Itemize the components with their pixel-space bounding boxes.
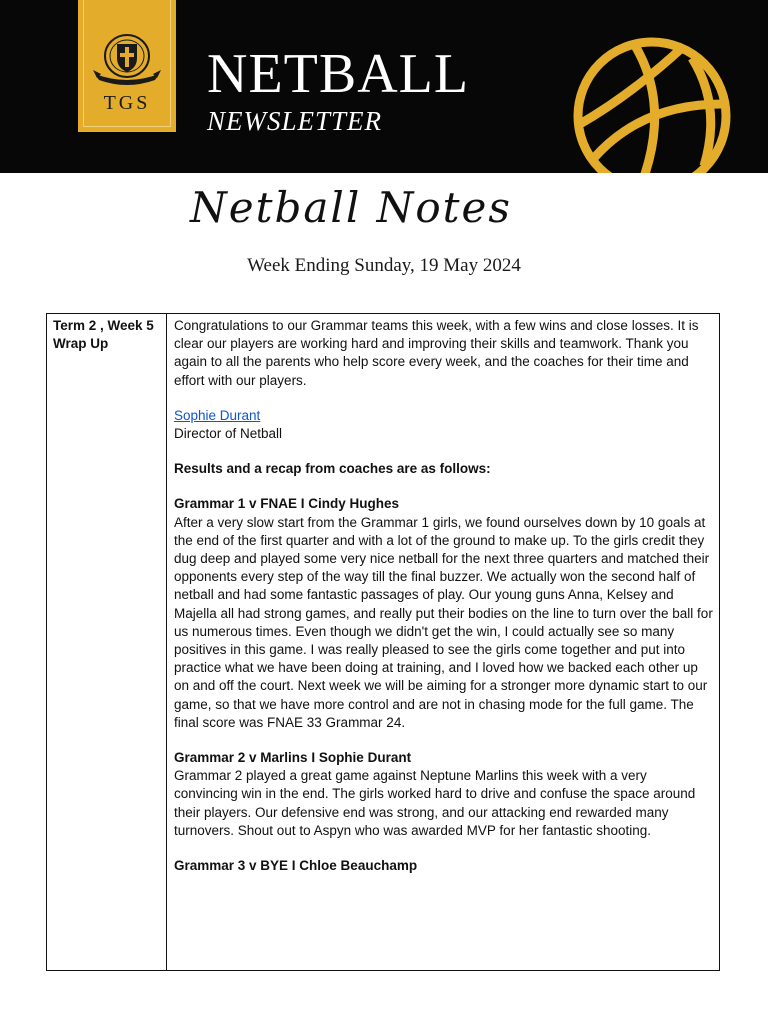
row-label: Term 2 , Week 5 Wrap Up	[53, 318, 154, 351]
results-heading: Results and a recap from coaches are as follows:	[174, 461, 491, 477]
newsletter-title: NETBALL	[207, 43, 470, 105]
week-ending-date: Week Ending Sunday, 19 May 2024	[247, 255, 521, 276]
netball-notes-heading	[190, 183, 590, 233]
school-crest-icon	[91, 30, 163, 90]
match-1-heading: Grammar 1 v FNAE I Cindy Hughes	[174, 496, 400, 512]
match-1-recap: After a very slow start from the Grammar 1 girls, we found ourselves down by 10 goals at the end of the first quarter and with a lot of the ground to make up. To the girls credit they dug deep and played some very nice netball for the next three quarters and matched their opponents every step of the way till the final buzzer. We actually won the second half of netball and had some fantastic passages of play. Our young guns Anna, Kelsey and Majella all had strong games, and really put their bodies on the line to turn over the ball for us numerous times. Even though we didn't get the win, I could actually see so many positives in this game. I was really pleased to see the girls come together and put into practice what we have been doing at training, and I loved how we backed each other up on and off the court. Next week we will be aiming for a stronger more dynamic start to our game, so that we have more control and are not in chasing mode for the full game. The final score was FNAE 33 Grammar 24.	[174, 514, 713, 730]
script-flourish-icon	[190, 183, 590, 233]
newsletter-header	[0, 0, 768, 173]
netball-icon	[572, 36, 732, 173]
content-cell	[168, 314, 719, 970]
newsletter-subtitle: NEWSLETTER	[207, 106, 383, 136]
row-label-cell	[47, 314, 167, 970]
netball-notes-text: Netball Notes	[190, 183, 512, 232]
match-3-heading: Grammar 3 v BYE I Chloe Beauchamp	[174, 858, 418, 874]
wrap-up-table	[46, 313, 720, 971]
director-role: Director of Netball	[174, 426, 283, 442]
crest-initials: TGS	[103, 92, 151, 114]
match-2-heading: Grammar 2 v Marlins I Sophie Durant	[174, 750, 412, 766]
intro-paragraph: Congratulations to our Grammar teams this week, with a few wins and close losses. It is clear our players are working hard and improving their skills and teamwork. Thank you again to all the parents who help score every week, and the coaches for their time and effort with our players.	[174, 318, 699, 388]
match-2-recap: Grammar 2 played a great game against Neptune Marlins this week with a very convincing win in the end. The girls worked hard to drive and confuse the space around their players. Our defensive end was strong, and our attacking end rewarded many turnovers. Shout out to Aspyn who was awarded MVP for her fantastic shooting.	[174, 768, 696, 838]
director-name-link[interactable]: Sophie Durant	[174, 407, 261, 423]
school-crest-panel	[78, 0, 176, 132]
